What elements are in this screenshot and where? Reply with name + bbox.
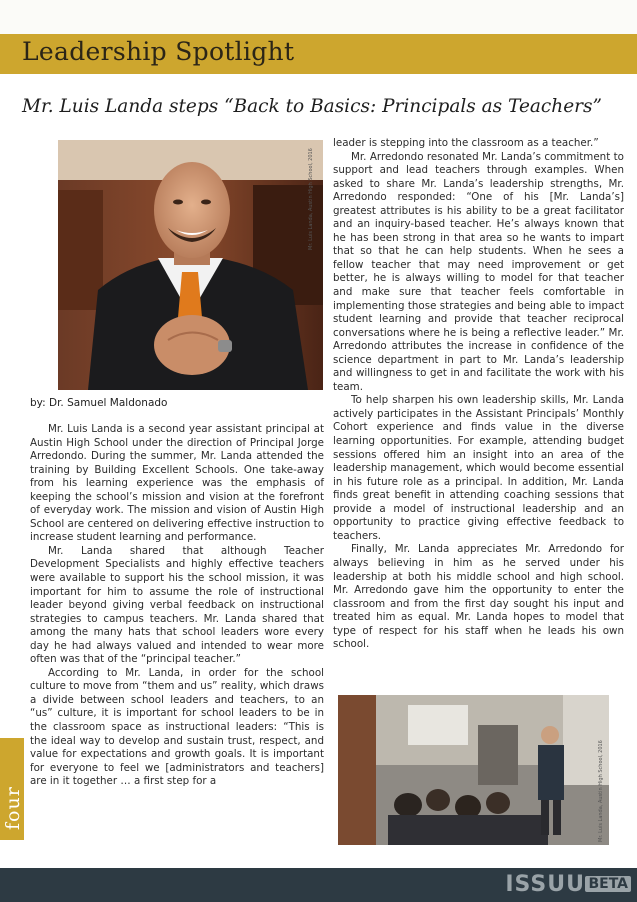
classroom-photo bbox=[338, 695, 609, 845]
paragraph: To help sharpen his own leadership skills, Mr. Landa actively participates in the Assistant Principals’ Monthly Cohort experience and finds value in the diverse learning opportunities. For example, attending budget sessions offered him an insight into an area of the leadership management, which would become essential in his future role as a principal. In addition, Mr. Landa finds great benefit in attending coaching sessions that provide a model of instructional leadership and an opportunity to practice giving effective feedback to teachers. bbox=[333, 394, 624, 542]
article-left-column bbox=[30, 423, 324, 789]
photo-credit-top: Mr. Luis Landa, Austin High School, 2016 bbox=[308, 148, 314, 250]
section-banner bbox=[0, 34, 637, 74]
article-headline: Mr. Luis Landa steps “Back to Basics: Principals as Teachers” bbox=[22, 96, 602, 117]
paragraph: Mr. Landa shared that although Teacher Development Specialists and highly effective teachers were available to support his the school mission, it was important for him to assume the role of instructional leader beyond giving verbal feedback on instructional strategies to campus teachers. Mr. Landa shared that among the many hats that school leaders wore every day he had always valued and intended to wear more often was that of the “principal teacher.” bbox=[30, 544, 324, 666]
paragraph: According to Mr. Landa, in order for the school culture to move from “them and us” reality, which draws a divide between school leaders and teachers, to an “us” culture, it is important for school leaders to be in the classroom space as instructional leaders: “This is the ideal way to develop and sustain trust, respect, and value for expectations and growth goals. It is important for everyone to feel we [administrators and teachers] are in it together … a first step for a bbox=[30, 666, 324, 788]
paragraph: leader is stepping into the classroom as a teacher.” bbox=[333, 137, 599, 149]
beta-badge: BETA bbox=[585, 876, 631, 892]
paragraph: Finally, Mr. Landa appreciates Mr. Arredondo for always believing in him as he served under his leadership at both his middle school and high school. Mr. Arredondo gave him the opportunity to enter the classroom and from the first day sought his input and treated him as equal. Mr. Landa hopes to model that type of respect for his staff when he leads his own school. bbox=[333, 543, 624, 651]
portrait-photo bbox=[58, 140, 323, 390]
top-margin bbox=[0, 0, 637, 34]
paragraph: Mr. Luis Landa is a second year assistant principal at Austin High School under the direction of Principal Jorge Arredondo. During the summer, Mr. Landa attended the training by Building Excellent Schools. One take-away from his learning experience was the emphasis of keeping the school’s mission and vision at the forefront of everyday work. The mission and vision of Austin High School are centered on delivering effective instruction to increase student learning and performance. bbox=[30, 423, 324, 544]
section-title: Leadership Spotlight bbox=[22, 37, 295, 66]
paragraph: Mr. Arredondo resonated Mr. Landa’s commitment to support and lead teachers through examples. When asked to share Mr. Landa’s leadership strengths, Mr. Arredondo responded: “One of his [Mr. Landa’s] greatest attributes is his ability to be a great facilitator and an inquiry-based teacher. He’s always known that he has been strong in that area so he wants to impart that so that he can help students. When he sees a fellow teacher that may need improvement or get better, he is always willing to model for that teacher and make sure that teacher feels comfortable in implementing those strategies and being able to impact student learning and provide that teacher reciprocal conversations where he is being a reflective leader.” Mr. Arredondo attributes the increase in confidence of the science department in part to Mr. Landa’s leadership and willingness to get in and facilitate the work with his team. bbox=[333, 150, 624, 393]
page-number: four bbox=[2, 786, 24, 830]
article-right-column bbox=[333, 137, 624, 652]
photo-credit-bottom: Mr. Luis Landa, Austin High School, 2016 bbox=[598, 740, 604, 842]
issuu-footer bbox=[0, 868, 637, 902]
issuu-logo[interactable]: ISSUU bbox=[505, 872, 585, 897]
byline: by: Dr. Samuel Maldonado bbox=[30, 397, 168, 409]
